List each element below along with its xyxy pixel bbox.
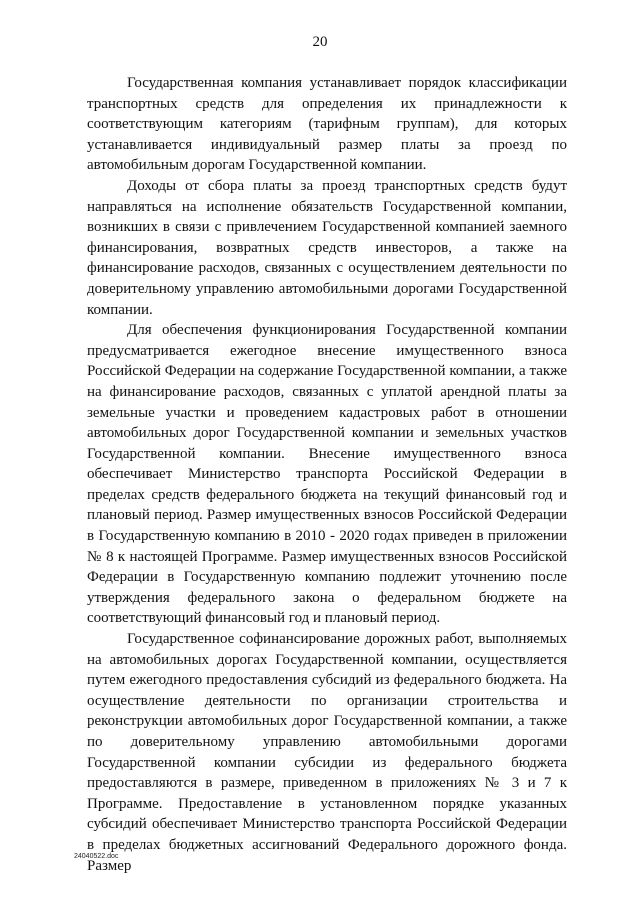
paragraph-classification: Государственная компания устанавливает порядок классификации транспортных средств для определения их принадлежности к соответствующим категориям (тарифным группам), для которых устанавливается индивидуальный размер платы за проезд по автомобильным дорогам Государственной компании. <box>87 75 567 174</box>
document-file-code: 24040522.doc <box>74 853 119 860</box>
body-text <box>87 73 567 876</box>
page-number: 20 <box>312 34 328 50</box>
paragraph-cofinancing: Государственное софинансирование дорожных работ, выполняемых на автомобильных дорогах Государственной компании, осуществляется путем ежегодного предоставления субсидий из федерального бюджета. На осуществление деятельности по организации строительства и реконструкции автомобильных дорог Государственной компании, а также по доверительному управлению автомобильными дорогами Государственной компании субсидии из федерального бюджета предоставляются в размере, приведенном в приложениях № 3 и 7 к Программе. Предоставление в установленном порядке указанных субсидий обеспечивает Министерство транспорта Российской Федерации в пределах бюджетных ассигнований Федерального дорожного фонда. Размер <box>87 631 567 874</box>
paragraph-toll-revenue: Доходы от сбора платы за проезд транспортных средств будут направляться на исполнение обязательств Государственной компании, возникших в связи с привлечением Государственной компанией заемного финансирования, возвратных средств инвесторов, а также на финансирование расходов, связанных с осуществлением деятельности по доверительному управлению автомобильными дорогами Государственной компании. <box>87 177 567 318</box>
paragraph-property-contribution: Для обеспечения функционирования Государственной компании предусматривается ежегодное внесение имущественного взноса Российской Федерации на содержание Государственной компании, а также на финансирование расходов, связанных с уплатой арендной платы за земельные участки и проведением кадастровых работ в отношении автомобильных дорог Государственной компании и земельных участков Государственной компании. Внесение имущественного взноса обеспечивает Министерство транспорта Российской Федерации в пределах средств федерального бюджета на текущий финансовый год и плановый период. Размер имущественных взносов Российской Федерации в Государственную компанию в 2010 - 2020 годах приведен в приложении № 8 к настоящей Программе. Размер имущественных взносов Российской Федерации в Государственную компанию подлежит уточнению после утверждения федерального закона о федеральном бюджете на соответствующий финансовый год и плановый период. <box>87 322 567 627</box>
